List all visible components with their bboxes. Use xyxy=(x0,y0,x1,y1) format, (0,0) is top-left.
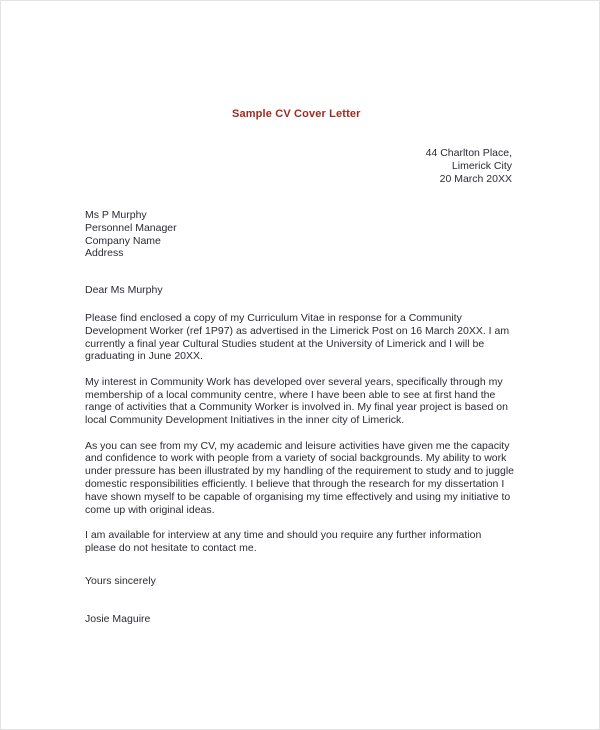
salutation: Dear Ms Murphy xyxy=(85,284,163,296)
closing-salutation: Yours sincerely xyxy=(85,575,156,587)
signature-name: Josie Maguire xyxy=(85,613,151,625)
sender-date: 20 March 20XX xyxy=(439,172,512,185)
recipient-title: Personnel Manager xyxy=(85,221,177,234)
sender-address-line-2: Limerick City xyxy=(451,159,512,172)
body-paragraph-4: I am available for interview at any time and should you require any further information please do not hesitate to contact me. xyxy=(85,528,482,554)
recipient-company: Company Name xyxy=(85,234,161,247)
body-paragraph-3: As you can see from my CV, my academic and leisure activities have given me the capacity and confidence to work with people from a variety of social backgrounds. My ability to work under pressure has been illustrated by my handling of the requirement to study and to juggle domestic responsibilities efficiently. I believe that through the research for my dissertation I have shown myself to be capable of organising my time effectively and using my initiative to come up with original ideas. xyxy=(85,439,515,516)
sender-address-block xyxy=(426,147,512,185)
body-paragraph-1: Please find enclosed a copy of my Curriculum Vitae in response for a Community Development Worker (ref 1P97) as advertised in the Limerick Post on 16 March 20XX. I am currently a final year Cultural Studies student at the University of Limerick and I will be graduating in June 20XX. xyxy=(85,312,510,363)
recipient-name: Ms P Murphy xyxy=(85,209,147,221)
recipient-address-block xyxy=(85,209,177,260)
body-paragraph-2: My interest in Community Work has developed over several years, specifically through my membership of a local community centre, where I have been able to see at first hand the range of activities that a Community Worker is involved in. My final year project is based on local Community Development Initiatives in the inner city of Limerick. xyxy=(85,375,508,427)
recipient-address: Address xyxy=(85,247,124,260)
page-title: Sample CV Cover Letter xyxy=(232,108,361,120)
letter-body xyxy=(85,312,515,567)
sender-address-line-1: 44 Charlton Place, xyxy=(425,147,512,159)
